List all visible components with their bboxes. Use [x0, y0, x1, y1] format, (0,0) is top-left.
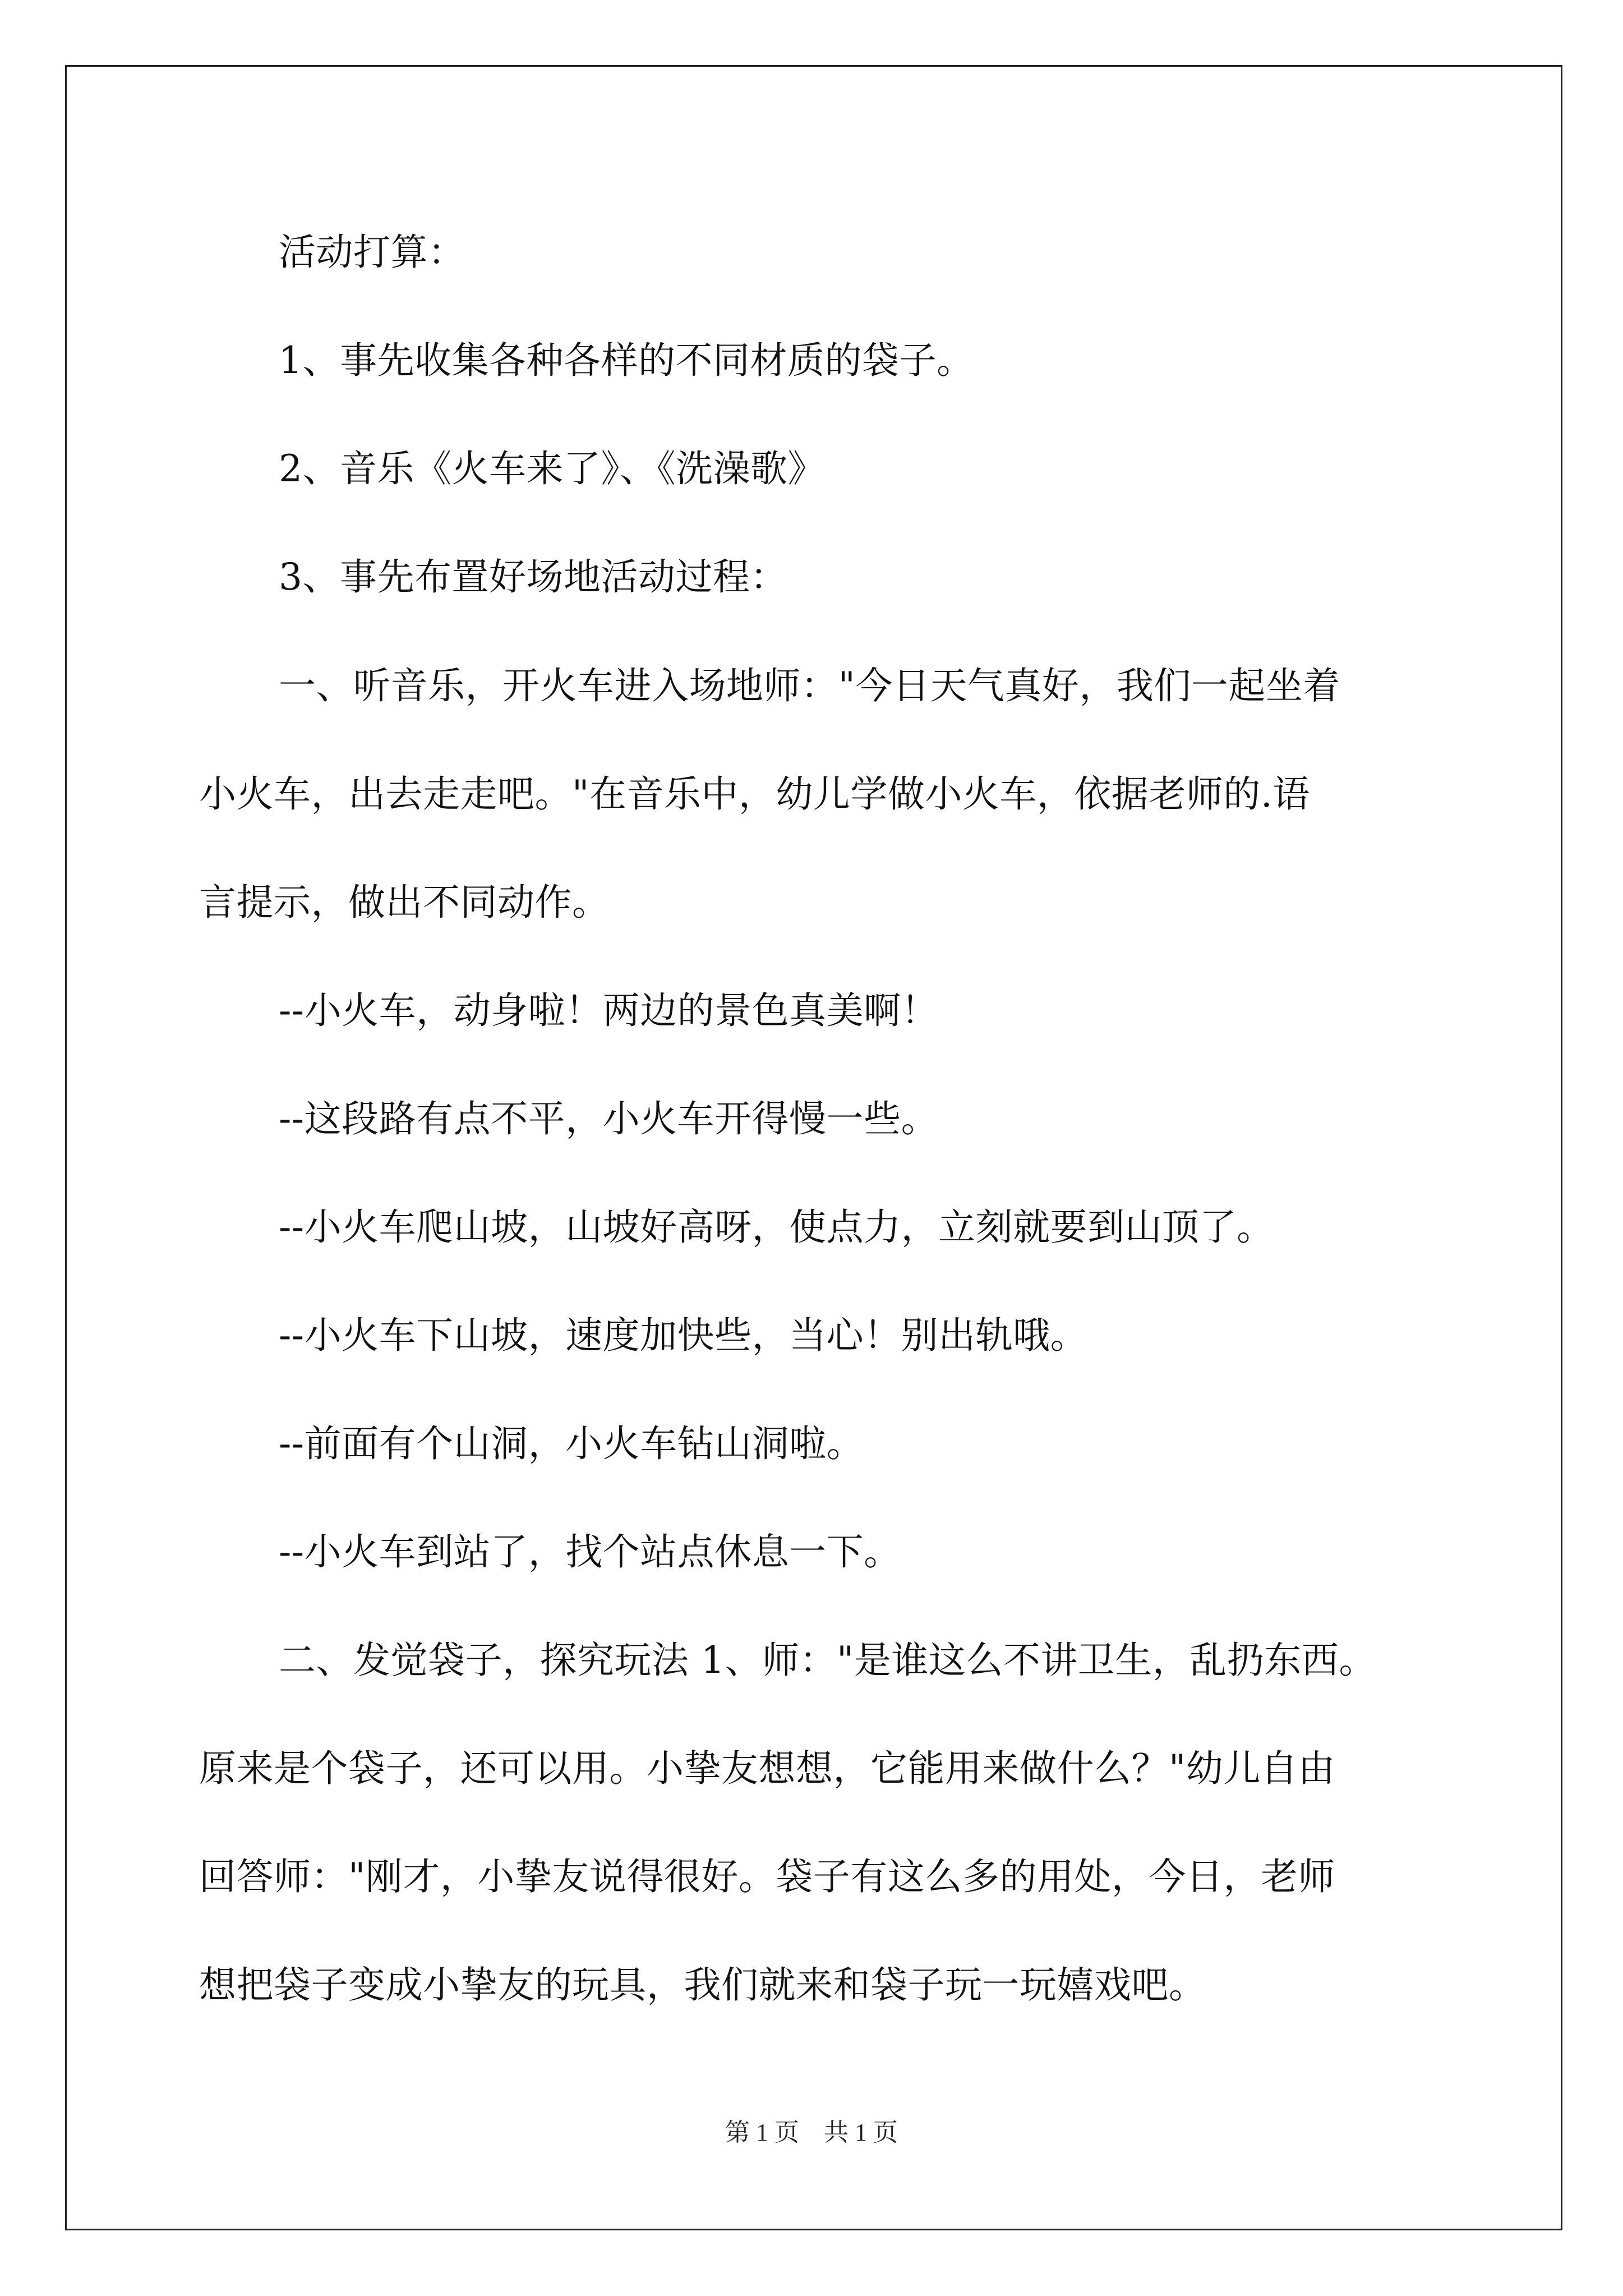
- section-1-line-1: 一、听音乐，开火车进入场地师："今日天气真好，我们一起坐着: [279, 664, 1340, 707]
- dialogue-line-1: --小火车，动身啦！两边的景色真美啊！: [279, 989, 939, 1032]
- page-number: 第 1 页 共 1 页: [725, 2119, 898, 2146]
- section-2-line-2: 原来是个袋子，还可以用。小挚友想想，它能用来做什么？"幼儿自由: [199, 1747, 1335, 1790]
- dialogue-line-6: --小火车到站了，找个站点休息一下。: [279, 1530, 901, 1573]
- dialogue-line-2: --这段路有点不平，小火车开得慢一些。: [279, 1097, 939, 1140]
- list-item-2: 2、音乐《火车来了》、《洗澡歌》: [279, 447, 825, 490]
- dialogue-line-3: --小火车爬山坡，山坡好高呀，使点力，立刻就要到山顶了。: [279, 1205, 1274, 1249]
- page-border: [65, 65, 1562, 2230]
- section-2-line-4: 想把袋子变成小挚友的玩具，我们就来和袋子玩一玩嬉戏吧。: [199, 1963, 1206, 2007]
- section-1-line-3: 言提示，做出不同动作。: [199, 881, 610, 924]
- section-2-line-1: 二、发觉袋子，探究玩法 1、师："是谁这么不讲卫生，乱扔东西。: [279, 1639, 1376, 1682]
- list-item-1: 1、事先收集各种各样的不同材质的袋子。: [279, 339, 974, 382]
- dialogue-line-5: --前面有个山洞，小火车钻山洞啦。: [279, 1422, 864, 1465]
- heading-activity-plan: 活动打算：: [279, 231, 465, 274]
- section-1-line-2: 小火车，出去走走吧。"在音乐中，幼儿学做小火车，依据老师的.语: [199, 772, 1310, 816]
- section-2-line-3: 回答师："刚才，小挚友说得很好。袋子有这么多的用处，今日，老师: [199, 1855, 1335, 1898]
- dialogue-line-4: --小火车下山坡，速度加快些，当心！别出轨哦。: [279, 1314, 1088, 1357]
- list-item-3: 3、事先布置好场地活动过程：: [279, 555, 787, 599]
